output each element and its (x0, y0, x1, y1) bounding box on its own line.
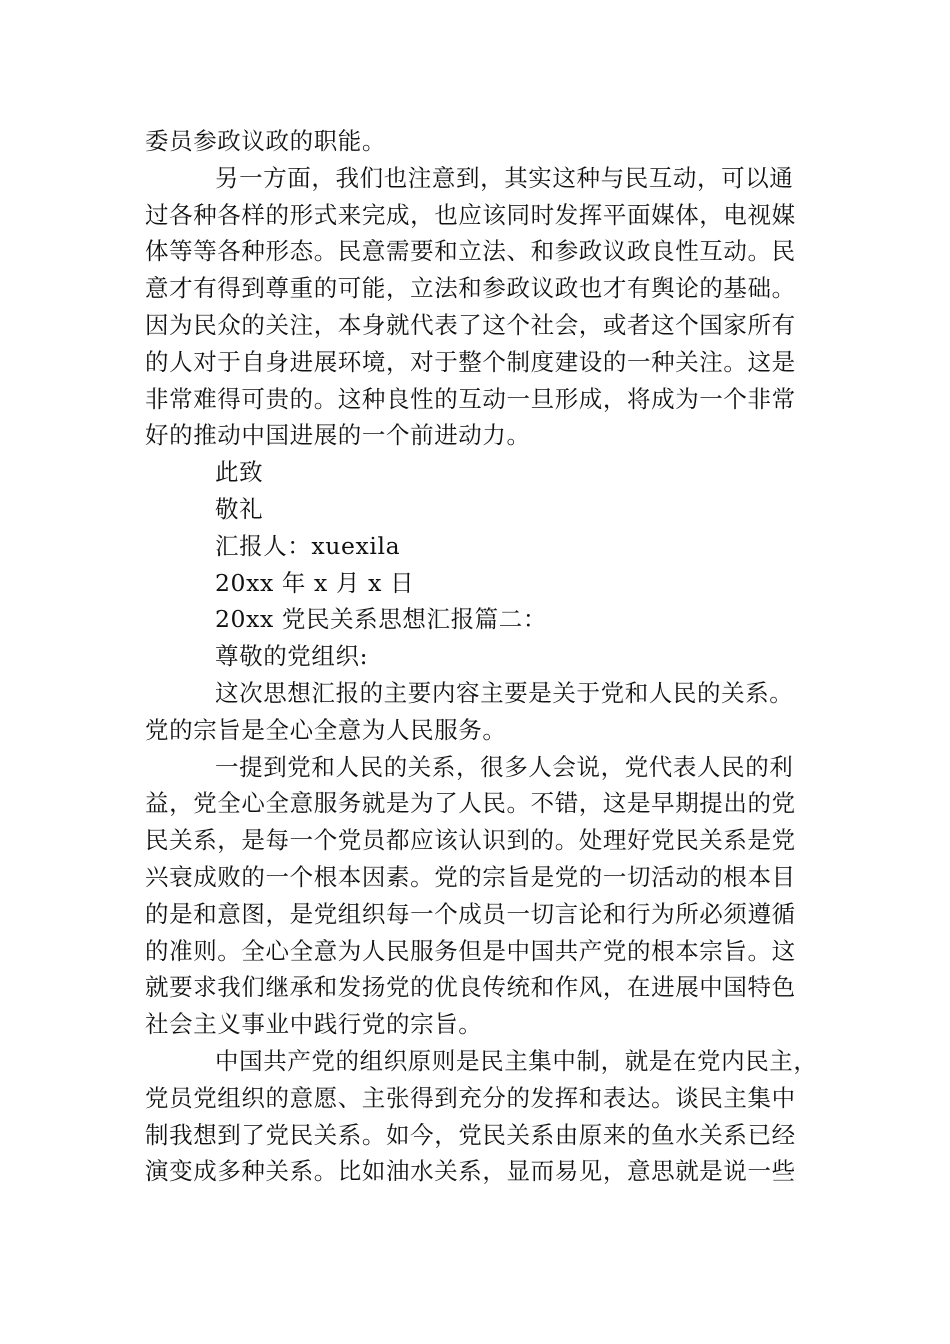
text-line: 这次思想汇报的主要内容主要是关于党和人民的关系。 (215, 678, 794, 707)
document-body (145, 123, 818, 1190)
text-line: 的是和意图，是党组织每一个成员一切言论和行为所必须遵循 (145, 899, 796, 928)
text-line: 20xx 年 x 月 x 日 (215, 568, 415, 597)
text-line: 的人对于自身进展环境，对于整个制度建设的一种关注。这是 (145, 347, 796, 376)
text-line: 演变成多种关系。比如油水关系，显而易见，意思就是说一些 (145, 1157, 796, 1186)
text-line: 益，党全心全意服务就是为了人民。不错，这是早期提出的党 (145, 789, 796, 818)
text-line: 另一方面，我们也注意到，其实这种与民互动，可以通 (215, 163, 794, 192)
text-line: 社会主义事业中践行党的宗旨。 (145, 1010, 483, 1039)
text-line: 非常难得可贵的。这种良性的互动一旦形成，将成为一个非常 (145, 384, 796, 413)
text-line: 意才有得到尊重的可能，立法和参政议政也才有舆论的基础。 (145, 274, 796, 303)
text-line: 兴衰成败的一个根本因素。党的宗旨是党的一切活动的根本目 (145, 862, 796, 891)
text-line: 20xx 党民关系思想汇报篇二： (215, 605, 547, 634)
text-line: 党员党组织的意愿、主张得到充分的发挥和表达。谈民主集中 (145, 1083, 796, 1112)
text-line: 民关系，是每一个党员都应该认识到的。处理好党民关系是党 (145, 826, 796, 855)
text-line: 因为民众的关注，本身就代表了这个社会，或者这个国家所有 (145, 310, 796, 339)
text-line: 中国共产党的组织原则是民主集中制，就是在党内民主， (215, 1046, 818, 1075)
text-line: 尊敬的党组织: (215, 642, 369, 671)
text-line: 体等等各种形态。民意需要和立法、和参政议政良性互动。民 (145, 237, 796, 266)
text-line: 党的宗旨是全心全意为人民服务。 (145, 715, 507, 744)
text-line: 此致 (215, 458, 264, 487)
text-line: 敬礼 (215, 494, 264, 523)
text-line: 汇报人：xuexila (215, 531, 401, 560)
text-line: 制我想到了党民关系。如今，党民关系由原来的鱼水关系已经 (145, 1120, 796, 1149)
text-line: 的准则。全心全意为人民服务但是中国共产党的根本宗旨。这 (145, 936, 796, 965)
text-line: 委员参政议政的职能。 (145, 127, 386, 155)
text-line: 一提到党和人民的关系，很多人会说，党代表人民的利 (215, 752, 794, 781)
text-line: 过各种各样的形式来完成，也应该同时发挥平面媒体，电视媒 (145, 200, 796, 229)
text-line: 好的推动中国进展的一个前进动力。 (145, 421, 531, 450)
text-line: 就要求我们继承和发扬党的优良传统和作风，在进展中国特色 (145, 973, 796, 1002)
